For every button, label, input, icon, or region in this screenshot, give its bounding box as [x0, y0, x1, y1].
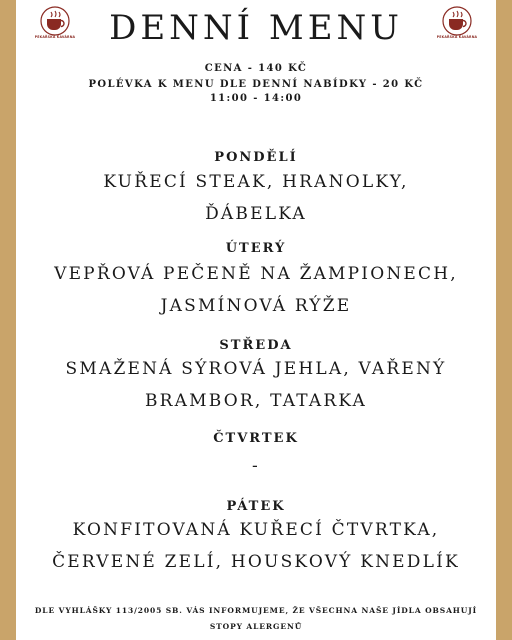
dish-monday [16, 166, 496, 230]
logo-text: PEKAŘSKÁ KAVÁRNA [436, 35, 478, 39]
allergen-notice-line: DLE VYHLÁŠKY 113/2005 SB. VÁS INFORMUJEME, ŽE VŠECHNA NAŠE JÍDLA OBSAHUJÍ [34, 606, 478, 615]
dish-thursday [16, 450, 496, 482]
logo-text: PEKAŘSKÁ KAVÁRNA [34, 35, 76, 39]
dish-tuesday [16, 258, 496, 322]
allergen-notice [26, 603, 486, 635]
cafe-cup-icon [440, 6, 474, 36]
serving-hours: 11:00 - 14:00 [209, 93, 303, 104]
dish-line: VEPŘOVÁ PEČENĚ NA ŽAMPIONECH, [54, 264, 458, 284]
menu-sheet [16, 0, 496, 640]
menu-price: CENA - 140 KČ [204, 63, 308, 74]
dish-line: KONFITOVANÁ KUŘECÍ ČTVRTKA, [72, 520, 440, 540]
dish-wednesday [16, 353, 496, 417]
day-monday: PONDĚLÍ [214, 150, 298, 165]
day-friday: PÁTEK [226, 499, 286, 514]
dish-line: ĎÁBELKA [205, 204, 307, 224]
dish-line: ČERVENÉ ZELÍ, HOUSKOVÝ KNEDLÍK [52, 552, 460, 572]
dish-line: KUŘECÍ STEAK, HRANOLKY, [103, 172, 409, 192]
dish-line: - [252, 456, 260, 476]
cafe-logo-right [434, 6, 480, 42]
page-title: DENNÍ MENU [109, 8, 403, 48]
dish-line: BRAMBOR, TATARKA [144, 391, 368, 411]
dish-line: SMAŽENÁ SÝROVÁ JEHLA, VAŘENÝ [65, 359, 447, 379]
allergen-notice-line: STOPY ALERGENŮ [209, 622, 303, 631]
day-wednesday: STŘEDA [219, 338, 293, 353]
day-tuesday: ÚTERÝ [225, 241, 287, 256]
dish-line: JASMÍNOVÁ RÝŽE [160, 296, 352, 316]
day-thursday: ČTVRTEK [213, 431, 299, 446]
soup-price: POLÉVKA K MENU DLE DENNÍ NABÍDKY - 20 KČ [88, 79, 424, 90]
dish-friday [16, 514, 496, 578]
